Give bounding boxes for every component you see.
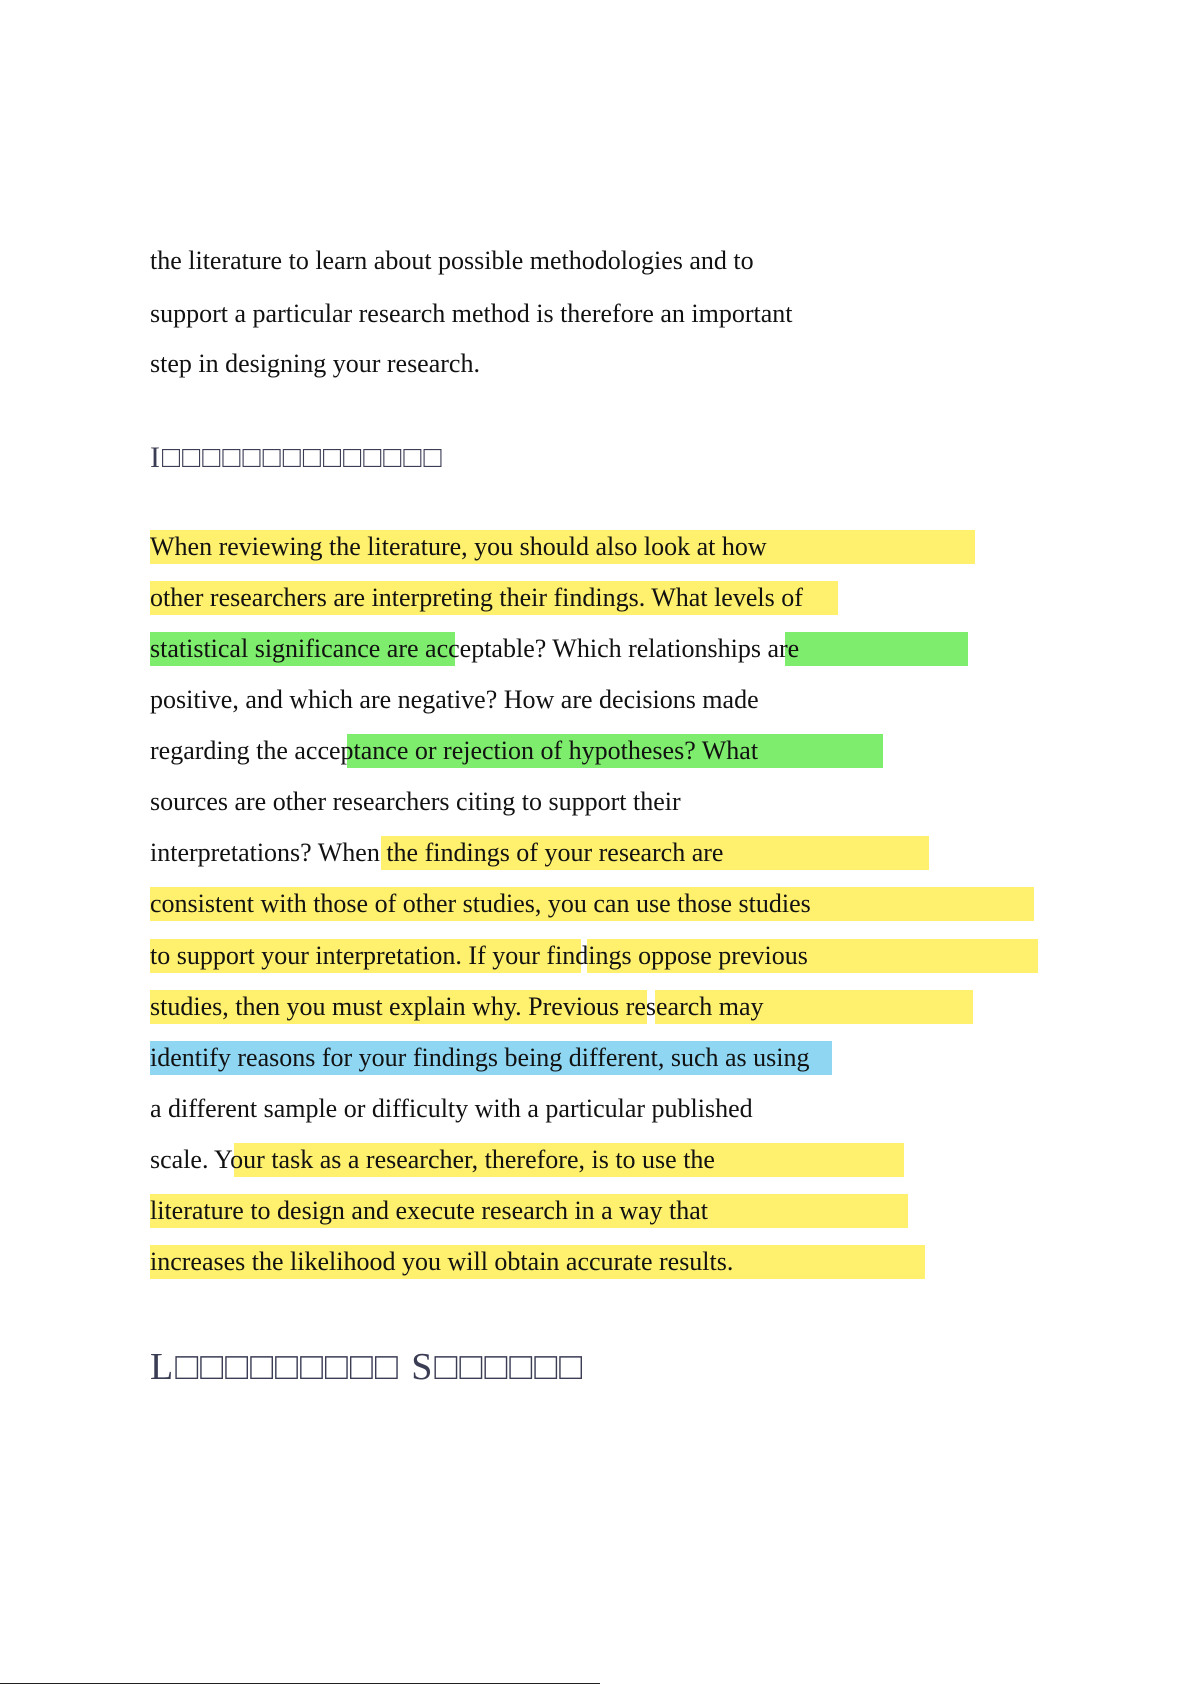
intro-line-1: the literature to learn about possible methodologies and to — [150, 246, 754, 275]
section-heading-1: I□□□□□□□□□□□□□□ — [150, 441, 444, 474]
body-line-1: When reviewing the literature, you should also look at how — [150, 532, 767, 561]
body-line-13: scale. Your task as a researcher, therefore, is to use the — [150, 1145, 715, 1174]
body-line-8: consistent with those of other studies, you can use those studies — [150, 889, 811, 918]
body-line-12: a different sample or difficulty with a particular published — [150, 1094, 753, 1123]
body-line-4: positive, and which are negative? How are decisions made — [150, 685, 759, 714]
body-line-6: sources are other researchers citing to support their — [150, 787, 681, 816]
body-line-15: increases the likelihood you will obtain accurate results. — [150, 1247, 734, 1276]
body-line-11: identify reasons for your findings being different, such as using — [150, 1043, 810, 1072]
body-line-14: literature to design and execute research in a way that — [150, 1196, 709, 1225]
intro-line-2: support a particular research method is therefore an important — [150, 299, 793, 328]
section-heading-2: L□□□□□□□□□ S□□□□□□ — [150, 1346, 585, 1388]
body-line-10: studies, then you must explain why. Previous research may — [150, 992, 764, 1021]
body-line-3: statistical significance are acceptable? Which relationships are — [150, 634, 800, 663]
footer-divider — [0, 1683, 600, 1684]
body-line-2: other researchers are interpreting their findings. What levels of — [150, 583, 803, 612]
intro-line-3: step in designing your research. — [150, 349, 480, 378]
highlight-green — [785, 632, 968, 666]
body-line-5: regarding the acceptance or rejection of hypotheses? What — [150, 736, 759, 765]
body-line-7: interpretations? When the findings of your research are — [150, 838, 724, 867]
body-line-9: to support your interpretation. If your findings oppose previous — [150, 941, 808, 970]
